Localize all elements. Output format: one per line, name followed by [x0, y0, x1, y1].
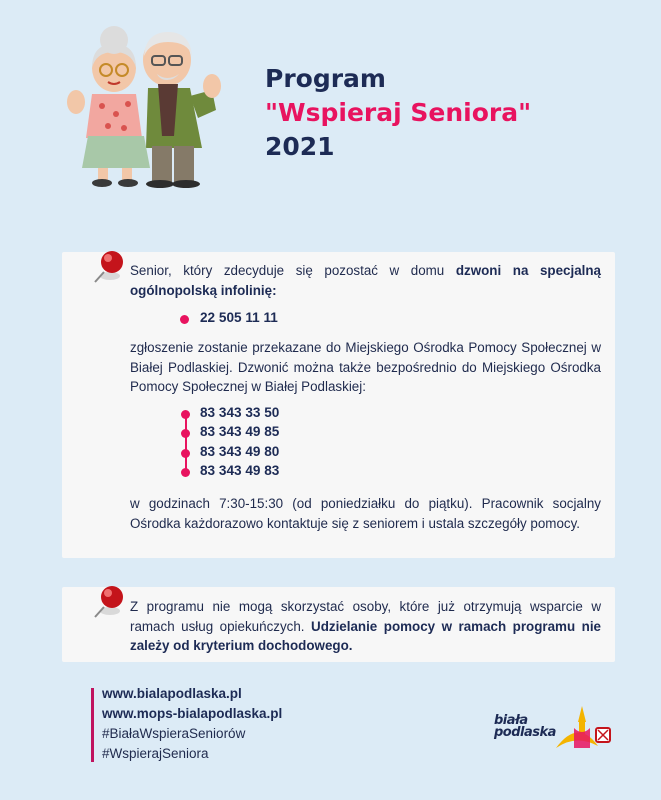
phone-number: 83 343 33 50 — [200, 405, 280, 420]
hero — [0, 0, 661, 230]
intro-plain: Senior, który zdecyduje się pozostać w domu — [130, 263, 456, 278]
referral-text: zgłoszenie zostanie przekazane do Miejskiego Ośrodka Pomocy Społecznej w Białej Podlaskiej. Dzwonić można także bezpośrednio do Miejskiego Ośrodka Pomocy Społecznej w Białej Podlaskiej: — [130, 340, 601, 394]
phone-number: 83 343 49 85 — [200, 424, 280, 439]
bullet-dot — [181, 410, 190, 419]
phone-list-line — [185, 414, 187, 474]
phone-number: 83 343 49 80 — [200, 444, 280, 459]
office-hours-text: w godzinach 7:30-15:30 (od poniedziałku do piątku). Pracownik socjalny Ośrodka każdorazowo kontaktuje się z seniorem i ustala szczegóły pomocy. — [130, 496, 601, 531]
bullet-dot — [181, 429, 190, 438]
eligibility-bold: Udzielanie pomocy w ramach programu nie zależy od kryterium dochodowego. — [130, 618, 601, 653]
bullet-dot — [180, 315, 189, 324]
phone-number: 83 343 49 83 — [200, 463, 280, 478]
hashtag: #WspierajSeniora — [102, 746, 209, 761]
bullet-dot — [181, 468, 190, 477]
title-program: Program — [265, 64, 386, 93]
link-mops-website[interactable]: www.mops-bialapodlaska.pl — [102, 706, 283, 721]
title-campaign-name: "Wspieraj Seniora" — [265, 98, 532, 127]
seniors-illustration — [62, 18, 222, 188]
footer-links — [102, 684, 282, 764]
hashtag: #BiałaWspieraSeniorów — [102, 726, 246, 741]
footer-accent-bar — [91, 688, 94, 762]
pushpin-icon — [90, 246, 130, 286]
page-title — [265, 62, 531, 164]
intro-text — [130, 261, 601, 300]
logo-line1: biała — [494, 713, 528, 728]
pushpin-icon — [90, 581, 130, 621]
city-logo — [478, 688, 618, 758]
info-card-eligibility — [62, 587, 615, 662]
eligibility-text — [130, 597, 601, 656]
bullet-dot — [181, 449, 190, 458]
title-year: 2021 — [265, 132, 335, 161]
logo-wordmark — [494, 715, 556, 739]
intro-bold: dzwoni na specjalną ogólnopolską infolinię: — [130, 263, 601, 298]
logo-line2: podlaska — [494, 725, 556, 740]
link-city-website[interactable]: www.bialapodlaska.pl — [102, 686, 242, 701]
info-card-hotline — [62, 252, 615, 558]
eligibility-plain: Z programu nie mogą skorzystać osoby, które już otrzymują wsparcie w ramach usług opiekuńczych. — [130, 599, 601, 634]
hotline-number: 22 505 11 11 — [200, 310, 278, 325]
